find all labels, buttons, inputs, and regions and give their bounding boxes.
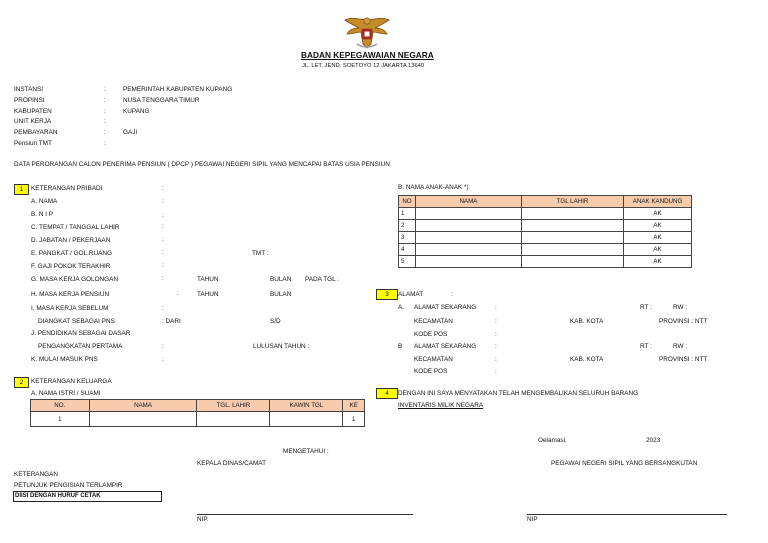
- tahun-label: TAHUN: [197, 291, 219, 298]
- tmt-label: TMT :: [252, 250, 269, 257]
- table-cell: 1: [343, 412, 365, 427]
- table-cell: [89, 412, 197, 427]
- nip-right: NIP: [527, 516, 538, 523]
- statement-line: INVENTARIS MILIK NEGARA: [398, 402, 484, 409]
- kode-pos-label: KODE POS: [414, 368, 448, 375]
- table-cell: 4: [399, 244, 416, 256]
- mengetahui-label: MENGETAHUI :: [283, 448, 329, 455]
- field-label: K. MULAI MASUK PNS: [31, 356, 98, 363]
- pada-tgl-label: PADA TGL :: [305, 276, 339, 283]
- tahun-label: TAHUN: [197, 276, 219, 283]
- garuda-emblem-icon: [343, 14, 391, 50]
- place-label: Oelamasi,: [538, 437, 567, 444]
- kepala-label: KEPALA DINAS/CAMAT: [197, 460, 267, 467]
- table-cell: [415, 256, 521, 268]
- year-label: 2023: [646, 437, 661, 444]
- colon: :: [162, 198, 164, 205]
- field-label: C. TEMPAT / TANGGAL LAHIR: [31, 224, 120, 231]
- section-number-badge: 3: [376, 289, 398, 300]
- info-label: PEMBAYARAN: [14, 129, 58, 136]
- spouse-subtitle: A. NAMA ISTRI / SUAMI: [31, 390, 101, 397]
- field-label: D. JABATAN / PEKERJAAN: [31, 237, 111, 244]
- rw-label: RW :: [673, 304, 688, 311]
- table-header: TGL. LAHIR: [197, 400, 270, 412]
- address-label: ALAMAT SEKARANG: [414, 343, 477, 350]
- table-cell: [521, 208, 623, 220]
- table-cell: [415, 208, 521, 220]
- info-label: INSTANSI: [14, 86, 43, 93]
- kecamatan-label: KECAMATAN: [414, 318, 453, 325]
- table-cell: [270, 412, 343, 427]
- field-label: J. PENDIDIKAN SEBAGAI DASAR: [31, 330, 131, 337]
- colon: :: [495, 331, 497, 338]
- table-header: NO: [399, 196, 416, 208]
- rt-label: RT :: [640, 343, 652, 350]
- table-cell: [415, 220, 521, 232]
- table-header: ANAK KANDUNG: [624, 196, 692, 208]
- info-value: KUPANG: [123, 108, 150, 115]
- table-row: [399, 220, 692, 232]
- colon: :: [177, 290, 179, 297]
- section-number-badge: 4: [376, 388, 398, 399]
- address-letter: B: [398, 343, 403, 350]
- statement-line: DENGAN INI SAYA MENYATAKAN TELAH MENGEMBALIKAN SELURUH BARANG: [398, 390, 639, 397]
- table-header: NAMA: [89, 400, 197, 412]
- info-value: NUSA TENGGARA TIMUR: [123, 97, 200, 104]
- colon: :: [162, 236, 164, 243]
- field-label: G. MASA KERJA GOLONGAN: [31, 276, 119, 283]
- colon: :: [495, 356, 497, 363]
- table-row: [399, 244, 692, 256]
- colon: :: [495, 318, 497, 325]
- info-label: KABUPATEN: [14, 108, 52, 115]
- sd-label: S/D: [270, 318, 281, 325]
- table-cell: [521, 232, 623, 244]
- dari-label: : DARI: [162, 318, 181, 325]
- provinsi-label: PROVINSI : NTT: [659, 356, 708, 363]
- field-label: B. N I P: [31, 211, 54, 218]
- info-label: PROPINSI: [14, 97, 45, 104]
- colon: :: [162, 262, 164, 269]
- info-colon: :: [104, 97, 106, 104]
- table-cell: [521, 244, 623, 256]
- table-cell: [521, 220, 623, 232]
- info-value: PEMERINTAH KABUPATEN KUPANG: [123, 86, 233, 93]
- kode-pos-label: KODE POS: [414, 331, 448, 338]
- address-letter: A.: [398, 304, 405, 311]
- section-title: KETERANGAN KELUARGA: [31, 378, 112, 385]
- table-cell: 1: [31, 412, 90, 427]
- children-table: [398, 195, 692, 268]
- table-cell: [415, 244, 521, 256]
- org-title: BADAN KEPEGAWAIAN NEGARA: [301, 50, 434, 60]
- bulan-label: BULAN: [270, 276, 292, 283]
- info-label: UNIT KERJA: [14, 118, 52, 125]
- table-cell: 1: [399, 208, 416, 220]
- table-cell: AK: [624, 244, 692, 256]
- table-cell: 3: [399, 232, 416, 244]
- info-colon: :: [104, 86, 106, 93]
- field-label: I. MASA KERJA SEBELUM: [31, 305, 109, 312]
- bulan-label: BULAN: [270, 291, 292, 298]
- kab-kota-label: KAB. KOTA: [570, 356, 604, 363]
- table-cell: 5: [399, 256, 416, 268]
- field-label: PENGANGKATAN PERTAMA: [38, 343, 123, 350]
- signature-line-left: [197, 514, 413, 515]
- info-label: Pensiun TMT: [14, 140, 52, 147]
- form-title: DATA PERORANGAN CALON PENERIMA PENSIUN ( DPCP ) PEGAWAI NEGERI SIPIL YANG MENCAPAI BATAS USIA PENSIUN: [14, 161, 390, 168]
- field-label: DIANGKAT SEBAGAI PNS: [38, 318, 115, 325]
- colon: :: [162, 185, 164, 192]
- table-header: NAMA: [415, 196, 521, 208]
- section-number-badge: 2: [14, 377, 29, 388]
- info-colon: :: [104, 140, 106, 147]
- lulusan-label: LULUSAN TAHUN :: [253, 343, 310, 350]
- table-cell: 2: [399, 220, 416, 232]
- info-value: GAJI: [123, 129, 138, 136]
- colon: :: [162, 275, 164, 282]
- pegawai-label: PEGAWAI NEGERI SIPIL YANG BERSANGKUTAN: [551, 460, 698, 467]
- colon: :: [495, 304, 497, 311]
- table-row: [399, 256, 692, 268]
- colon: :: [495, 368, 497, 375]
- info-colon: :: [104, 129, 106, 136]
- table-header: KE: [343, 400, 365, 412]
- table-row: [31, 412, 365, 427]
- info-colon: :: [104, 108, 106, 115]
- field-label: E. PANGKAT / GOL.RUANG: [31, 250, 112, 257]
- table-cell: [197, 412, 270, 427]
- keterangan-label: KETERANGAN: [14, 471, 59, 478]
- info-colon: :: [104, 118, 106, 125]
- table-cell: [415, 232, 521, 244]
- org-address: JL. LET. JEND. SOETOYO 12 JAKARTA 13640: [302, 63, 425, 69]
- nip-left: NIP.: [197, 516, 209, 523]
- table-row: [399, 232, 692, 244]
- address-label: ALAMAT SEKARANG: [414, 304, 477, 311]
- colon: :: [162, 223, 164, 230]
- colon: :: [162, 356, 164, 363]
- table-cell: AK: [624, 208, 692, 220]
- colon: :: [451, 291, 453, 298]
- colon: :: [495, 343, 497, 350]
- rt-label: RT :: [640, 304, 652, 311]
- table-header: KAWIN TGL: [270, 400, 343, 412]
- kab-kota-label: KAB. KOTA: [570, 318, 604, 325]
- signature-line-right: [527, 514, 727, 515]
- spouse-table: [30, 399, 365, 427]
- section-title: KETERANGAN PRIBADI: [31, 185, 103, 192]
- colon: :: [162, 343, 164, 350]
- colon: :: [162, 212, 164, 219]
- table-row: [399, 208, 692, 220]
- petunjuk-label: PETUNJUK PENGISIAN TERLAMPIR: [14, 482, 123, 489]
- section-title: ALAMAT: [398, 291, 424, 298]
- colon: :: [162, 305, 164, 312]
- kecamatan-label: KECAMATAN: [414, 356, 453, 363]
- table-cell: [521, 256, 623, 268]
- field-label: H. MASA KERJA PENSIUN: [31, 291, 110, 298]
- field-label: F. GAJI POKOK TERAKHIR: [31, 263, 111, 270]
- table-header: TGL LAHIR: [521, 196, 623, 208]
- table-header: NO.: [31, 400, 90, 412]
- section-number-badge: 1: [14, 184, 29, 195]
- table-cell: AK: [624, 232, 692, 244]
- table-cell: AK: [624, 256, 692, 268]
- table-cell: AK: [624, 220, 692, 232]
- rw-label: RW :: [673, 343, 688, 350]
- field-label: A. NAMA: [31, 198, 58, 205]
- provinsi-label: PROVINSI : NTT: [659, 318, 708, 325]
- cetak-note: DIISI DENGAN HURUF CETAK: [13, 491, 162, 502]
- colon: :: [162, 249, 164, 256]
- children-title: B. NAMA ANAK-ANAK *): [398, 184, 469, 191]
